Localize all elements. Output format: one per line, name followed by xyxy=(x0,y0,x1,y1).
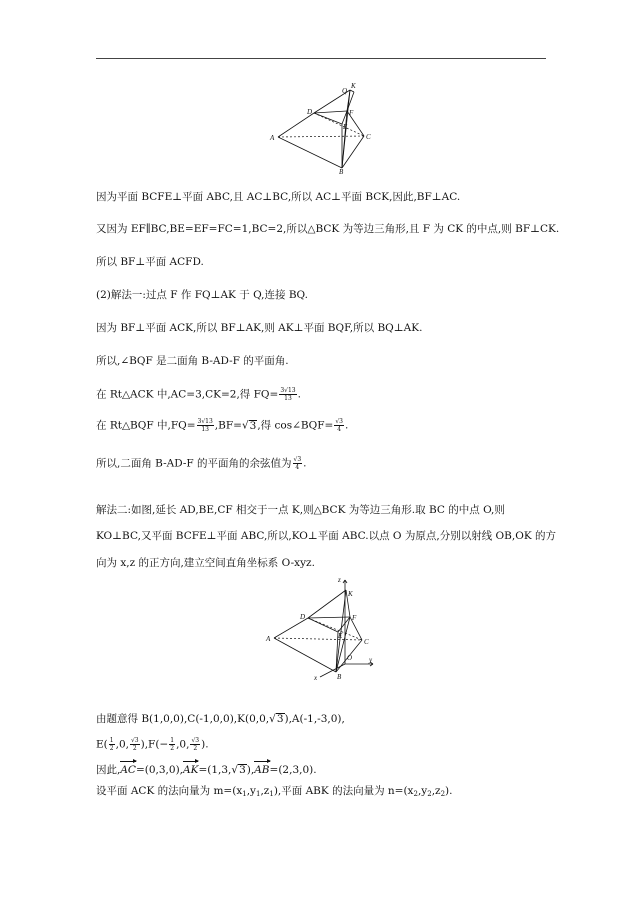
text-line-15: 因此,AC=(0,3,0),AK=(1,3,√3),AB=(2,3,0). xyxy=(96,764,317,776)
text-line-9 xyxy=(96,456,307,471)
fraction-num: 3√13 xyxy=(197,418,213,425)
text-line-7 xyxy=(96,387,301,402)
line-15-text-d: ), xyxy=(246,764,255,776)
edge-ad xyxy=(278,113,314,137)
edge-df xyxy=(308,617,350,618)
point-f-label: F xyxy=(148,738,156,751)
point-e-mid: ,0, xyxy=(115,738,129,751)
line-8-text-c: ,得 cos∠BQF= xyxy=(257,419,334,432)
label-e: E xyxy=(343,123,348,131)
label-k: K xyxy=(348,590,353,598)
fraction-fq-2 xyxy=(197,418,214,433)
line-9-end: . xyxy=(303,457,307,470)
text-line-8: 在 Rt△BQF 中,FQ= $\frac{3√13}{13}$ ,BF=√3,得 cos∠BQF= $\frac{√3}{4}$ . xyxy=(96,418,349,433)
fraction-f-z xyxy=(190,737,200,752)
label-b: B xyxy=(337,673,342,681)
sqrt-value: 3 xyxy=(276,713,284,725)
line-15-text-a: 因此, xyxy=(96,764,121,776)
line-7-text: 在 Rt△ACK 中,AC=3,CK=2,得 FQ= xyxy=(96,388,279,401)
text-line-3: 所以 BF⊥平面 ACFD. xyxy=(96,256,204,268)
label-e: E xyxy=(338,632,343,640)
line-16-f: ,z xyxy=(431,785,441,797)
fraction-den: 4 xyxy=(337,426,342,433)
text-line-14: E( $\frac{1}{2}$ ,0, $\frac{√3}{2}$ ),F(− $\frac{1}{2}$ ,0, $\frac{√3}{2}$ ). xyxy=(96,737,209,752)
text-line-16 xyxy=(96,784,452,801)
header-rule xyxy=(96,58,546,59)
edge-ad xyxy=(274,618,308,638)
edge-bc xyxy=(342,136,364,168)
edge-ab xyxy=(278,137,342,168)
text-line-12: 向为 x,z 的正方向,建立空间直角坐标系 O-xyz. xyxy=(96,557,315,569)
fraction-den: 4 xyxy=(295,464,300,471)
text-line-11: KO⊥BC,又平面 BCFE⊥平面 ABC,所以,KO⊥平面 ABC.以点 O 为原点,分别以射线 OB,OK 的方 xyxy=(96,530,557,542)
fraction-e-x xyxy=(109,737,115,752)
fraction-answer xyxy=(293,456,303,471)
text-line-2: 又因为 EF∥BC,BE=EF=FC=1,BC=2,所以△BCK 为等边三角形,且 F 为 CK 的中点,则 BF⊥CK. xyxy=(96,223,560,235)
label-d: D xyxy=(307,108,313,116)
line-16-d: ),平面 ABK 的法向量为 n=(x xyxy=(273,785,414,797)
edge-qk xyxy=(350,90,354,92)
label-a: A xyxy=(266,635,271,643)
fraction-den: 13 xyxy=(201,426,209,433)
fraction-fq xyxy=(279,387,296,402)
figure-2-svg xyxy=(258,574,383,684)
subscript: 1 xyxy=(242,790,247,798)
line-15-text-c: =(1,3, xyxy=(198,764,232,776)
fraction-den: 2 xyxy=(170,745,175,752)
edge-ac-hidden xyxy=(274,638,362,640)
line-14-end: . xyxy=(205,738,209,751)
fraction-e-z xyxy=(130,737,140,752)
label-c: C xyxy=(364,638,369,646)
line-16-e: ,y xyxy=(417,785,428,797)
line-8-text-b: ,BF= xyxy=(214,419,242,432)
label-o: O xyxy=(347,654,353,662)
subscript: 2 xyxy=(440,790,446,798)
label-a: A xyxy=(270,134,275,142)
label-q: Q xyxy=(342,87,348,95)
text-line-5: 因为 BF⊥平面 ACK,所以 BF⊥AK,则 AK⊥平面 BQF,所以 BQ⊥AK. xyxy=(96,322,423,334)
label-b: B xyxy=(339,168,344,174)
line-16-b: ,y xyxy=(246,785,256,797)
line-13-text-b: ),A(-1,-3,0), xyxy=(284,713,345,725)
subscript: 2 xyxy=(413,790,418,798)
edge-bk xyxy=(336,590,346,672)
sqrt-value: 3 xyxy=(239,764,246,776)
subscript: 1 xyxy=(269,790,274,798)
fraction-cos xyxy=(334,418,344,433)
label-c: C xyxy=(366,133,371,141)
fraction-f-x xyxy=(169,737,175,752)
figure-solid-2 xyxy=(258,574,383,684)
point-f-mid: ,0, xyxy=(176,738,190,751)
subscript: 2 xyxy=(427,790,432,798)
text-line-6: 所以,∠BQF 是二面角 B-AD-F 的平面角. xyxy=(96,355,289,367)
label-f: F xyxy=(349,109,354,117)
line-15-text-e: =(2,3,0). xyxy=(269,764,317,776)
label-f: F xyxy=(352,614,357,622)
figure-solid-1 xyxy=(262,82,382,174)
fraction-den: 2 xyxy=(193,745,198,752)
text-line-1: 因为平面 BCFE⊥平面 ABC,且 AC⊥BC,所以 AC⊥平面 BCK,因此,BF⊥AC. xyxy=(96,191,461,203)
fraction-den: 2 xyxy=(109,745,114,752)
edge-dk xyxy=(308,590,346,618)
fraction-num: √3 xyxy=(293,456,302,463)
label-k: K xyxy=(351,82,356,90)
fraction-num: √3 xyxy=(191,737,200,744)
edge-ab xyxy=(274,638,336,672)
subscript: 1 xyxy=(256,790,261,798)
label-z: z xyxy=(338,576,341,584)
edge-df xyxy=(314,111,347,113)
line-9-text: 所以,二面角 B-AD-F 的平面角的余弦值为 xyxy=(96,457,292,470)
text-line-10: 解法二:如图,延长 AD,BE,CF 相交于一点 K,则△BCK 为等边三角形.取 BC 的中点 O,则 xyxy=(96,504,505,516)
fraction-num: 3√13 xyxy=(280,387,296,394)
line-16-g: ). xyxy=(445,785,453,797)
figure-1-svg xyxy=(262,82,382,174)
text-line-4: (2)解法一:过点 F 作 FQ⊥AK 于 Q,连接 BQ. xyxy=(96,289,308,301)
fraction-num: √3 xyxy=(130,737,139,744)
vector-ab: AB xyxy=(254,764,270,776)
label-y: y xyxy=(369,656,373,664)
line-16-a: 设平面 ACK 的法向量为 m=(x xyxy=(96,785,243,797)
fraction-den: 2 xyxy=(132,745,137,752)
point-f-minus: − xyxy=(159,738,169,751)
line-16-c: ,z xyxy=(260,785,270,797)
vector-ak: AK xyxy=(183,764,199,776)
fraction-den: 13 xyxy=(284,395,292,402)
fraction-num: 1 xyxy=(109,737,114,744)
fraction-num: √3 xyxy=(335,418,343,425)
text-line-13: 由题意得 B(1,0,0),C(-1,0,0),K(0,0,√3),A(-1,-3,0), xyxy=(96,713,345,725)
line-13-text-a: 由题意得 B(1,0,0),C(-1,0,0),K(0,0, xyxy=(96,713,270,725)
point-e-label: E xyxy=(96,738,104,751)
line-8-end: . xyxy=(344,419,349,432)
label-d: D xyxy=(300,613,306,621)
fraction-num: 1 xyxy=(170,737,175,744)
line-8-text-a: 在 Rt△BQF 中,FQ= xyxy=(96,419,196,432)
sqrt-value: 3 xyxy=(249,419,257,432)
label-x: x xyxy=(314,674,318,682)
line-7-end: . xyxy=(297,388,301,401)
line-15-text-b: =(0,3,0), xyxy=(135,764,184,776)
edge-ac-hidden xyxy=(278,136,364,137)
vector-ac: AC xyxy=(120,764,136,776)
